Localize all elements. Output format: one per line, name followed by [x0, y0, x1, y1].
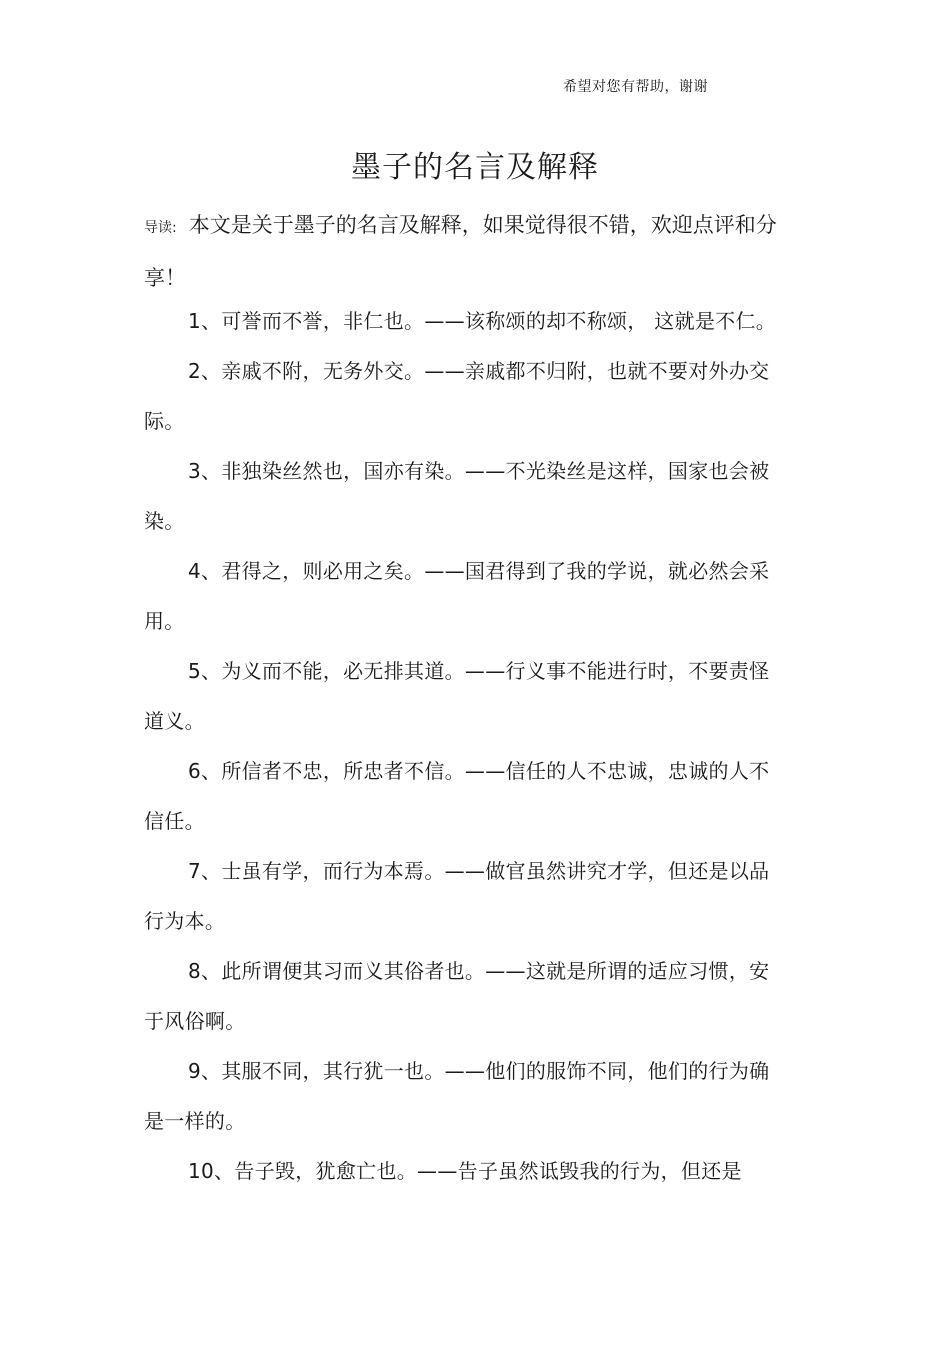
quote-text: 6、所信者不忠，所忠者不信。——信任的人不忠诚，忠诚的人不信任。	[144, 759, 770, 833]
quote-item	[144, 946, 784, 1046]
quote-list	[144, 296, 784, 1196]
quote-text: 5、为义而不能，必无排其道。——行义事不能进行时，不要责怪道义。	[144, 659, 770, 733]
quote-item	[144, 846, 784, 946]
quote-text: 1、可誉而不誉，非仁也。——该称颂的却不称颂， 这就是不仁。	[188, 309, 777, 333]
quote-text: 2、亲戚不附，无务外交。——亲戚都不归附，也就不要对外办交际。	[144, 359, 770, 433]
quote-text: 10、告子毁，犹愈亡也。——告子虽然诋毁我的行为，但还是	[188, 1159, 742, 1183]
quote-item	[144, 546, 784, 646]
quote-text: 9、其服不同，其行犹一也。——他们的服饰不同，他们的行为确是一样的。	[144, 1059, 770, 1133]
document-title: 墨子的名言及解释	[351, 150, 599, 185]
intro-label: 导读:	[144, 220, 177, 236]
quote-text: 3、非独染丝然也，国亦有染。——不光染丝是这样，国家也会被染。	[144, 459, 770, 533]
intro-paragraph	[144, 200, 784, 303]
quote-text: 7、士虽有学，而行为本焉。——做官虽然讲究才学，但还是以品行为本。	[144, 859, 770, 933]
quote-item	[144, 746, 784, 846]
quote-item	[144, 346, 784, 446]
quote-item	[144, 446, 784, 546]
quote-item	[144, 296, 784, 346]
quote-text: 4、君得之，则必用之矣。——国君得到了我的学说，就必然会采用。	[144, 559, 770, 633]
header-note: 希望对您有帮助，谢谢	[563, 79, 708, 95]
quote-text: 8、此所谓便其习而义其俗者也。——这就是所谓的适应习惯，安于风俗啊。	[144, 959, 770, 1033]
intro-text: 本文是关于墨子的名言及解释，如果觉得很不错，欢迎点评和分享！	[144, 213, 777, 290]
quote-item	[144, 1146, 784, 1196]
quote-item	[144, 646, 784, 746]
quote-item	[144, 1046, 784, 1146]
